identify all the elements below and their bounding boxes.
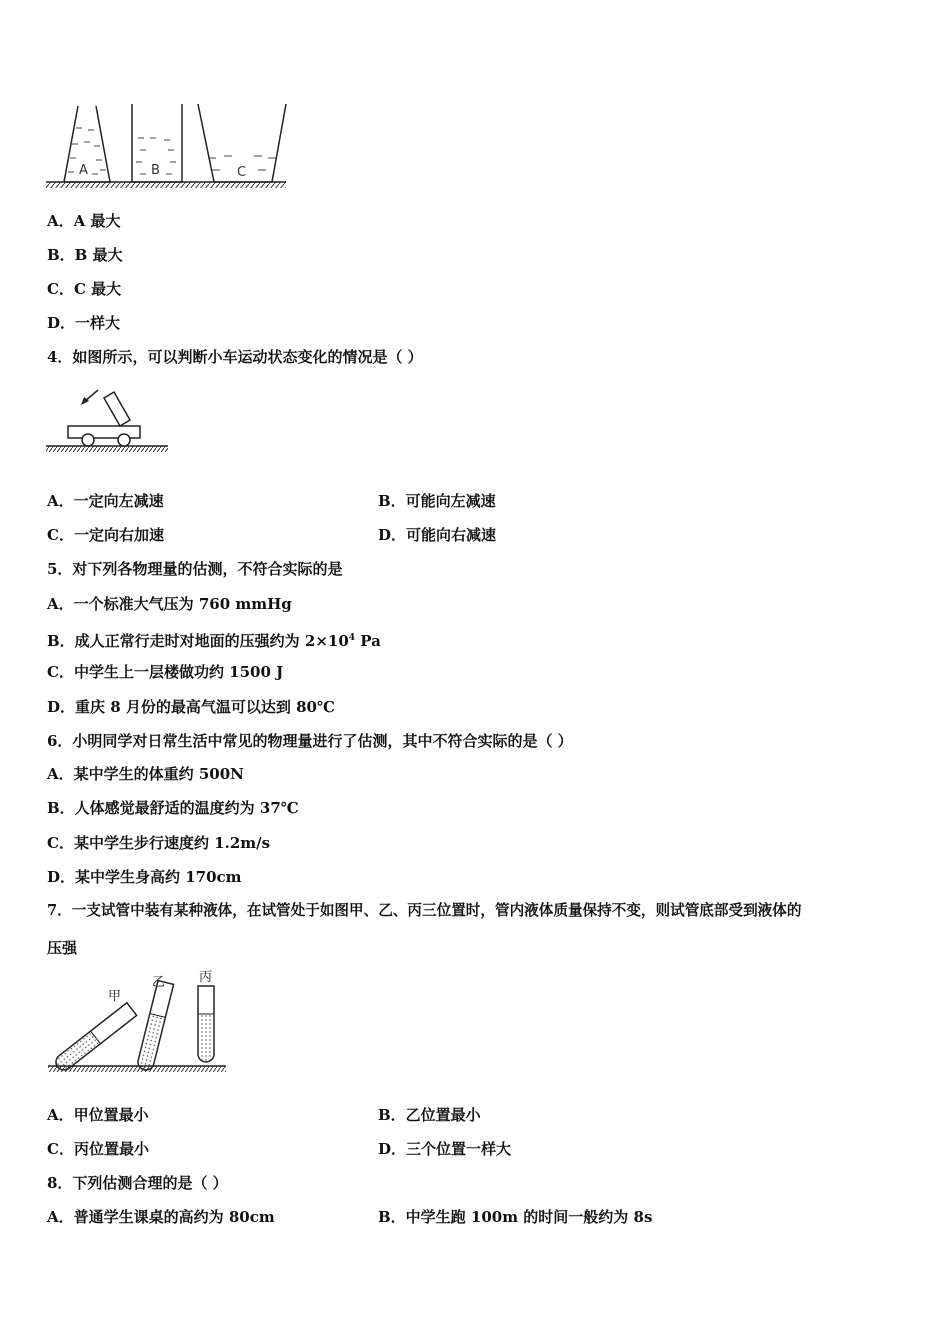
label-a: A [79, 163, 88, 178]
q4-option-a: A．一定向左减速 [47, 492, 164, 510]
q4-option-c: C．一定向右加速 [47, 526, 164, 544]
q6-stem: 6．小明同学对日常生活中常见的物理量进行了估测，其中不符合实际的是（ ） [47, 732, 573, 750]
label-c: C [237, 165, 247, 180]
q5-option-c: C．中学生上一层楼做功约 1500 J [47, 663, 284, 681]
q6-option-d: D．某中学生身高约 170cm [47, 868, 242, 886]
q4-option-d: D．可能向右减速 [378, 526, 497, 544]
q4-option-b: B．可能向左减速 [378, 492, 496, 510]
q7-option-d: D．三个位置一样大 [378, 1140, 512, 1158]
q5-option-a: A．一个标准大气压为 760 mmHg [47, 595, 292, 613]
q4-stem: 4．如图所示，可以判断小车运动状态变化的情况是（ ） [47, 348, 423, 366]
q6-option-a: A．某中学生的体重约 500N [47, 765, 244, 783]
q6-option-c: C．某中学生步行速度约 1.2m/s [47, 834, 271, 852]
containers-figure [44, 100, 294, 198]
label-b: B [151, 163, 160, 178]
cart-figure [44, 382, 174, 458]
q7-option-b: B．乙位置最小 [378, 1106, 481, 1124]
label-jia: 甲 [108, 989, 122, 1004]
label-yi: 乙 [152, 975, 166, 990]
label-bing: 丙 [199, 970, 213, 985]
tilted-block [104, 392, 130, 426]
q8-stem: 8．下列估测合理的是（ ） [47, 1174, 228, 1192]
q3-option-c: C．C 最大 [47, 280, 122, 298]
q5-stem: 5．对下列各物理量的估测，不符合实际的是 [47, 560, 343, 578]
q8-option-b: B．中学生跑 100m 的时间一般约为 8s [378, 1208, 653, 1226]
q7-stem-line1: 7．一支试管中装有某种液体，在试管处于如图甲、乙、丙三位置时，管内液体质量保持不变，则试管底部受到液体的 [47, 902, 802, 919]
q5-option-b: B．成人正常行走时对地面的压强约为 $2\times 10^4$ Pa [47, 632, 381, 650]
q6-option-b: B．人体感觉最舒适的温度约为 37℃ [47, 799, 299, 817]
q3-option-b: B．B 最大 [47, 246, 123, 264]
q3-option-a: A．A 最大 [47, 212, 121, 230]
q7-stem-line2: 压强 [47, 939, 78, 957]
test-tubes-figure [44, 966, 234, 1076]
q8-option-a: A．普通学生课桌的高约为 80cm [47, 1208, 275, 1226]
q7-option-c: C．丙位置最小 [47, 1140, 149, 1158]
q5-option-d: D．重庆 8 月份的最高气温可以达到 80℃ [47, 698, 335, 716]
q7-option-a: A．甲位置最小 [47, 1106, 149, 1124]
q3-option-d: D．一样大 [47, 314, 121, 332]
